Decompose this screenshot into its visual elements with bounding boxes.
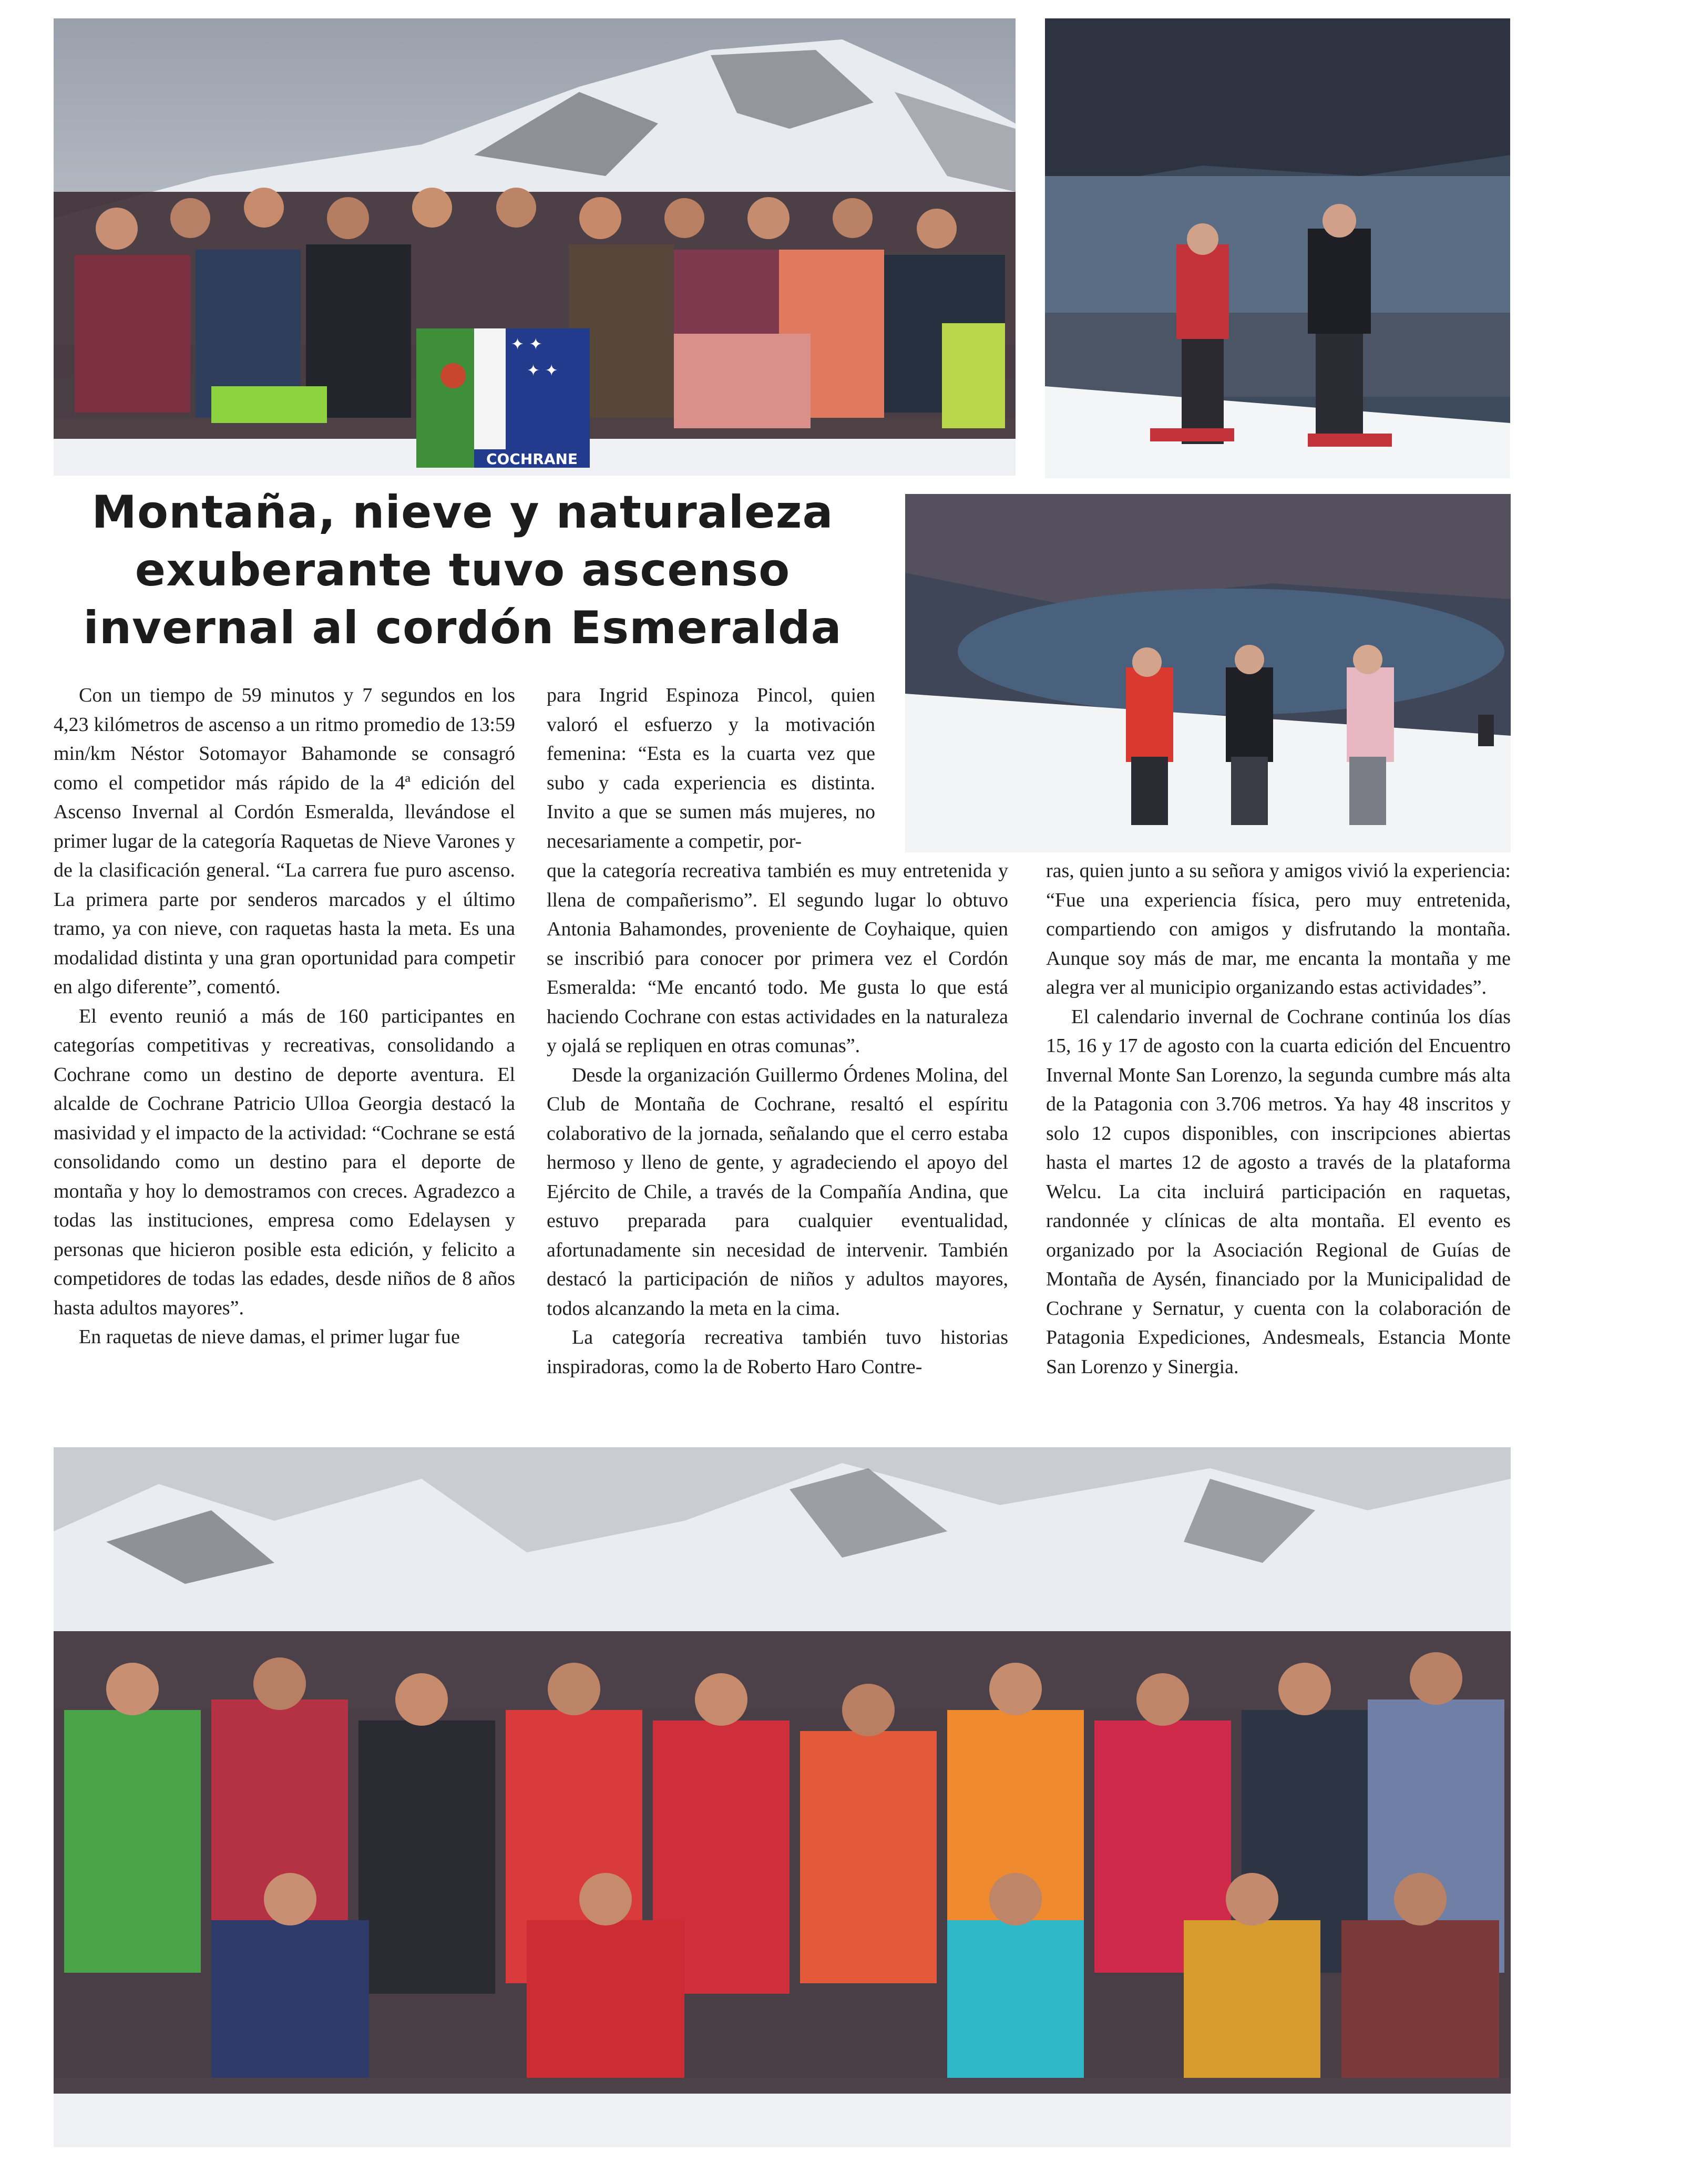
article-paragraph: El calendario invernal de Cochrane continúa los días 15, 16 y 17 de agosto con la cuarta edición del Encuentro Invernal Monte San Lorenzo, la segunda cumbre más alta de la Patagonia con 3.706 metros. Ya hay 48 inscritos y solo 12 cupos disponibles, con inscripciones abiertas hasta el martes 12 de agosto a través de la plataforma Welcu. La cita incluirá participación en raquetas, randonnée y clínicas de alta montaña. El evento es organizado por la Asociación Regional de Guías de Montaña de Aysén, financiado por la Municipalidad de Cochrane y Sernatur, y cuenta con la colaboración de Patagonia Expediciones, Andesmeals, Estancia Monte San Lorenzo y Sinergia. xyxy=(1046,1005,1511,1378)
article-paragraph: Desde la organización Guillermo Órdenes Molina, del Club de Montaña de Cochrane, resaltó el espíritu colaborativo de la jornada, señalando que el cerro estaba hermoso y lleno de gente, y agradeciendo el apoyo del Ejército de Chile, a través de la Compañía Andina, que estuvo preparada para cualquier eventualidad, afortunadamente sin necesidad de intervenir. También destacó la participación de niños y adultos mayores, todos alcanzando la meta en la cima. xyxy=(547,1064,1008,1320)
article-paragraph: En raquetas de nieve damas, el primer lugar fue xyxy=(79,1326,460,1348)
group-photo-bottom xyxy=(54,1447,1511,2147)
group-photo-top xyxy=(54,18,1016,476)
article-column-1 xyxy=(54,681,515,1352)
article-paragraph: La categoría recreativa también tuvo historias inspiradoras, como la de Roberto Haro Contre- xyxy=(547,1326,1008,1378)
svg-text:✦ ✦: ✦ ✦ xyxy=(511,335,542,354)
article-column-2-top xyxy=(547,681,875,856)
article-paragraph: para Ingrid Espinoza Pincol, quien valoró el esfuerzo y la motivación femenina: “Esta es la cuarta vez que subo y cada experiencia es distinta. Invito a que se sumen más mujeres, no necesariamente a competir, por- xyxy=(547,684,875,852)
flag-text: COCHRANE xyxy=(486,450,578,468)
article-paragraph: El evento reunió a más de 160 participantes en categorías competitivas y recreativas, consolidando a Cochrane como un destino de deporte aventura. El alcalde de Cochrane Patricio Ulloa Georgia destacó la masividad y el impacto de la actividad: “Cochrane se está consolidando como un destino para el deporte de montaña y hoy lo demostramos con creces. Agradezco a todas las instituciones, empresa como Edelaysen y personas que hicieron posible esta edición, y felicito a competidores de todas las edades, desde niños de 8 años hasta adultos mayores”. xyxy=(54,1005,515,1319)
page-title: Montaña, nieve y naturaleza exuberante tuvo ascenso invernal al cordón Esmeralda xyxy=(83,486,842,654)
hikers-photo-top-right xyxy=(1045,18,1510,478)
svg-text:✦ ✦: ✦ ✦ xyxy=(527,362,558,380)
hikers-photo-middle-right xyxy=(905,494,1511,852)
article-paragraph: que la categoría recreativa también es muy entretenida y llena de compañerismo”. El segundo lugar lo obtuvo Antonia Bahamondes, proveniente de Coyhaique, quien se inscribió para conocer por primera vez el Cordón Esmeralda: “Me encantó todo. Me gusta lo que está haciendo Cochrane con estas actividades en la naturaleza y ojalá se repliquen en otras comunas”. xyxy=(547,860,1008,1057)
article-paragraph: Con un tiempo de 59 minutos y 7 segundos en los 4,23 kilómetros de ascenso a un ritmo promedio de 13:59 min/km Néstor Sotomayor Bahamonde se consagró como el competidor más rápido de la 4ª edición del Ascenso Invernal al Cordón Esmeralda, llevándose el primer lugar de la categoría Raquetas de Nieve Varones y de la clasificación general. “La carrera fue puro ascenso. La primera parte por senderos marcados y el último tramo, ya con nieve, con raquetas hasta la meta. Es una modalidad distinta y una gran oportunidad para competir en algo diferente”, comentó. xyxy=(54,684,515,998)
article-paragraph: ras, quien junto a su señora y amigos vivió la experiencia: “Fue una experiencia física, pero muy entretenida, compartiendo con amigos y disfrutando la montaña. Aunque soy más de mar, me encanta la montaña y me alegra ver al municipio organizando estas actividades”. xyxy=(1046,860,1511,998)
article-column-2 xyxy=(547,857,1008,1382)
article-column-3 xyxy=(1046,857,1511,1382)
